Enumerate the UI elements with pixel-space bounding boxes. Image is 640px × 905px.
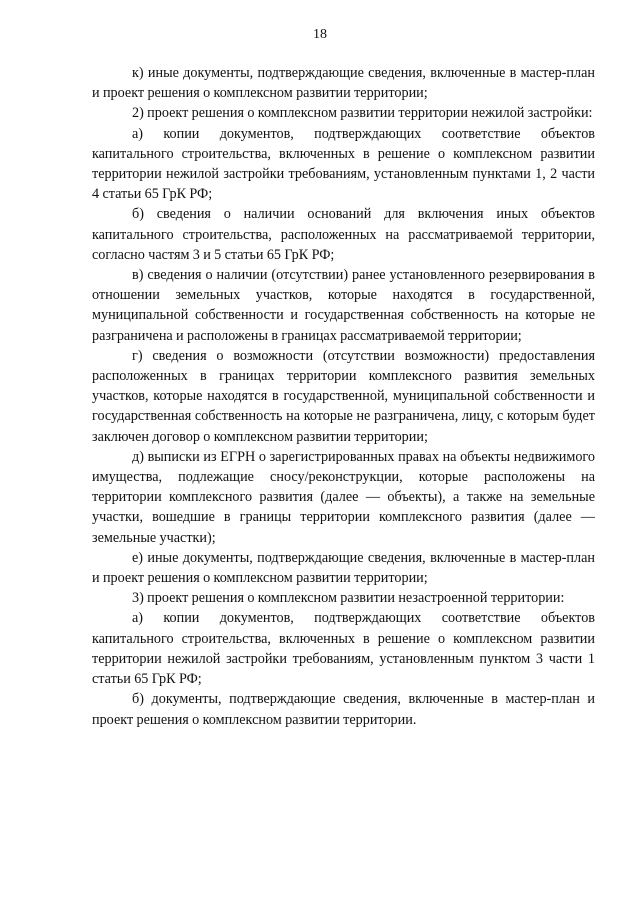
- paragraph-b-grounds-info: б) сведения о наличии оснований для включения иных объектов капитального строительства, расположенных на рассматриваемой территории, согласно частям 3 и 5 статьи 65 ГрК РФ;: [92, 206, 595, 263]
- paragraph-a-document-copies-2: а) копии документов, подтверждающих соответствие объектов капитального строительства, включенных в решение о комплексном развитии территории нежилой застройки требованиям, установленным пунктом 3 части 1 статьи 65 ГрК РФ;: [92, 610, 595, 688]
- document-body: [92, 63, 595, 730]
- paragraph-v-reservation-info: в) сведения о наличии (отсутствии) ранее установленного резервирования в отношении земельных участков, которые находятся в государственной, муниципальной собственности и государственная собственность на которые не разграничена и расположены в границах рассматриваемой территории;: [92, 267, 595, 344]
- paragraph-d-egrn-extracts: д) выписки из ЕГРН о зарегистрированных правах на объекты недвижимого имущества, подлежащие сносу/реконструкции, которые расположены на территории комплексного развития (далее — объекты), а также на земельные участки, вошедшие в границы территории комплексного развития (далее — земельные участки);: [92, 448, 595, 546]
- paragraph-2-nonresidential-project: 2) проект решения о комплексном развитии территории нежилой застройки:: [132, 105, 593, 122]
- paragraph-a-document-copies: а) копии документов, подтверждающих соответствие объектов капитального строительства, включенных в решение о комплексном развитии территории нежилой застройки требованиям, установленным пунктами 1, 2 части 4 статьи 65 ГрК РФ;: [92, 125, 595, 203]
- paragraph-g-provision-info: г) сведения о возможности (отсутствии возможности) предоставления расположенных в границах территории комплексного развития земельных участков, которые находятся в государственной, муниципальной собственности и государственная собственность на которые не разграничена, лицу, с которым будет заключен договор о комплексном развитии территории;: [92, 347, 595, 445]
- paragraph-3-undeveloped-project: 3) проект решения о комплексном развитии незастроенной территории:: [132, 590, 565, 607]
- page-number: 18: [313, 27, 327, 42]
- paragraph-k-other-documents: к) иные документы, подтверждающие сведения, включенные в мастер-план и проект решения о комплексном развитии территории;: [92, 65, 595, 102]
- paragraph-e-other-documents: е) иные документы, подтверждающие сведения, включенные в мастер-план и проект решения о комплексном развитии территории;: [92, 549, 595, 587]
- paragraph-b-supporting-documents: б) документы, подтверждающие сведения, включенные в мастер-план и проект решения о комплексном развитии территории.: [92, 691, 595, 728]
